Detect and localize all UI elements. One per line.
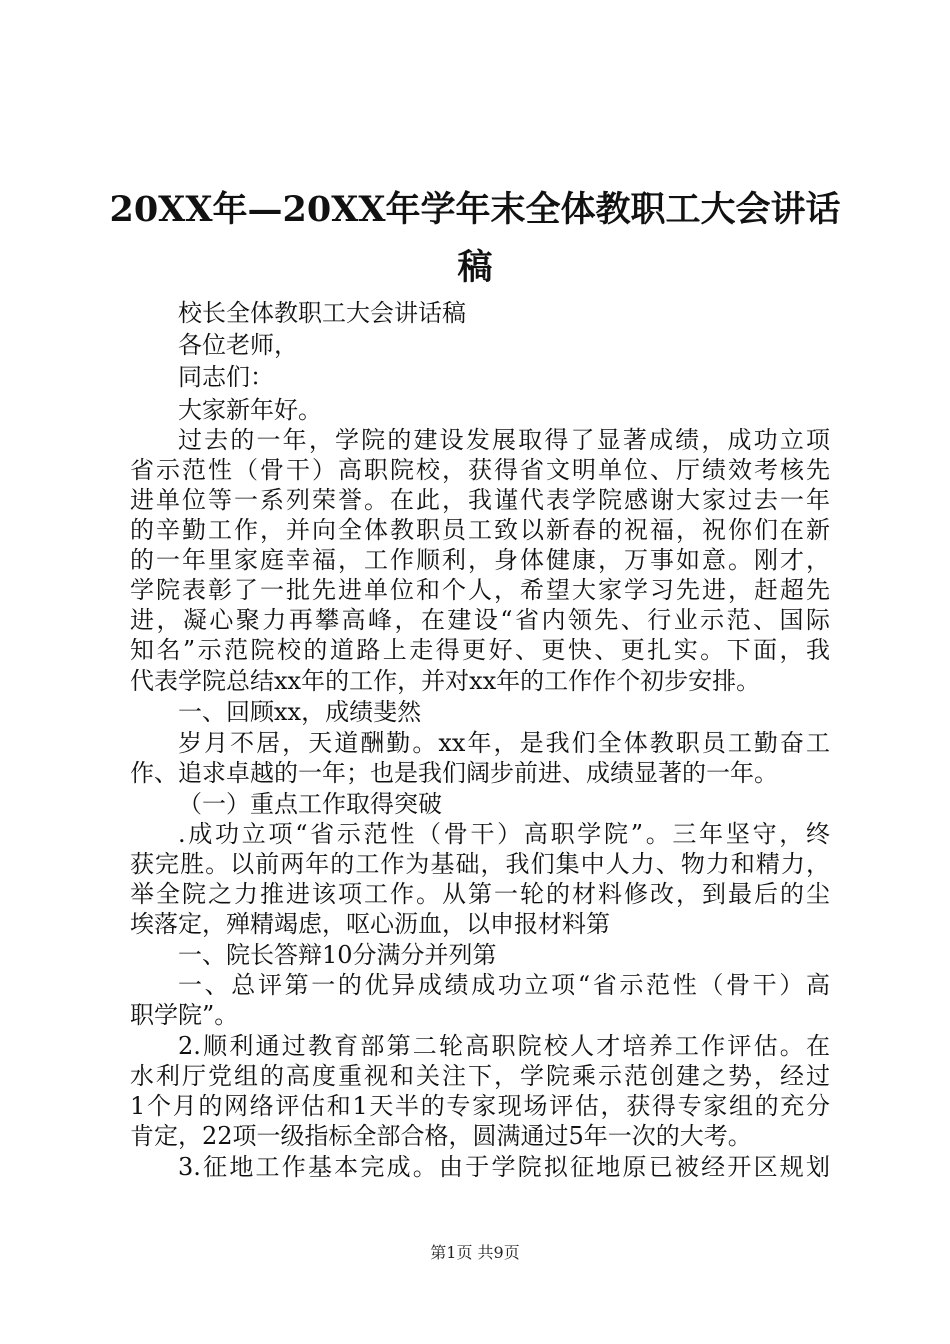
paragraph-line: 过去的一年，学院的建设发展取得了显著成绩，成功立项 — [178, 426, 830, 454]
paragraph-line: 进单位等一系列荣誉。在此，我谨代表学院感谢大家过去一年 — [130, 486, 830, 514]
paragraph-line: .成功立项“省示范性（骨干）高职学院”。三年坚守，终 — [178, 820, 830, 848]
document-title-continued: 稿 — [457, 247, 493, 288]
paragraph-line: 岁月不居，天道酬勤。xx年，是我们全体教职员工勤奋工 — [178, 729, 830, 757]
speech-heading: 校长全体教职工大会讲话稿 — [178, 299, 466, 327]
paragraph-line: 举全院之力推进该项工作。从第一轮的材料修改，到最后的尘 — [130, 880, 830, 908]
paragraph-line: 进，凝心聚力再攀高峰，在建设“省内领先、行业示范、国际 — [130, 606, 830, 634]
paragraph-line: 2.顺利通过教育部第二轮高职院校人才培养工作评估。在 — [178, 1032, 830, 1060]
paragraph-line: 3.征地工作基本完成。由于学院拟征地原已被经开区规划 — [178, 1153, 830, 1181]
section-heading: 一、回顾xx，成绩斐然 — [178, 698, 422, 726]
paragraph-line: 学院表彰了一批先进单位和个人，希望大家学习先进，赶超先 — [130, 576, 830, 604]
paragraph-line: 代表学院总结xx年的工作，并对xx年的工作作个初步安排。 — [130, 667, 761, 695]
document-title: 20XX年—20XX年学年末全体教职工大会讲话 — [109, 189, 841, 230]
greeting-line: 大家新年好。 — [178, 396, 322, 424]
paragraph-line: 职学院”。 — [130, 1001, 239, 1029]
subsection-heading: （一）重点工作取得突破 — [178, 790, 442, 818]
paragraph-line: 一、院长答辩10分满分并列第 — [178, 941, 497, 969]
paragraph-line: 1个月的网络评估和1天半的专家现场评估，获得专家组的充分 — [130, 1092, 830, 1120]
paragraph-line: 知名”示范院校的道路上走得更好、更快、更扎实。下面，我 — [130, 636, 830, 664]
paragraph-line: 省示范性（骨干）高职院校，获得省文明单位、厅绩效考核先 — [130, 456, 830, 484]
salutation-line: 同志们： — [178, 363, 274, 391]
paragraph-line: 获完胜。以前两年的工作为基础，我们集中人力、物力和精力， — [130, 850, 830, 878]
paragraph-line: 的一年里家庭幸福，工作顺利，身体健康，万事如意。刚才， — [130, 546, 830, 574]
paragraph-line: 埃落定，殚精竭虑，呕心沥血，以申报材料第 — [130, 910, 610, 938]
page-footer: 第1页 共9页 — [430, 1243, 520, 1262]
paragraph-line: 肯定，22项一级指标全部合格，圆满通过5年一次的大考。 — [130, 1122, 752, 1150]
paragraph-line: 作、追求卓越的一年；也是我们阔步前进、成绩显著的一年。 — [130, 759, 778, 787]
paragraph-line: 的辛勤工作，并向全体教职员工致以新春的祝福，祝你们在新 — [130, 516, 830, 544]
paragraph-line: 水利厅党组的高度重视和关注下，学院乘示范创建之势，经过 — [130, 1062, 830, 1090]
paragraph-line: 一、总评第一的优异成绩成功立项“省示范性（骨干）高 — [178, 971, 830, 999]
salutation-line: 各位老师， — [178, 331, 298, 359]
